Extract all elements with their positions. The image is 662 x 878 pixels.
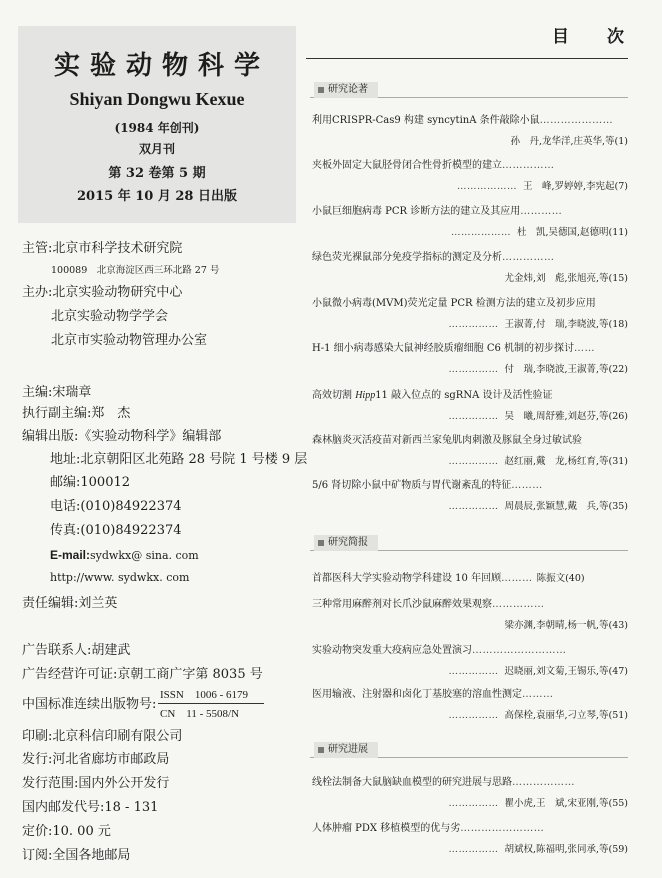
- leader-dots: ……………: [502, 160, 555, 171]
- article-title-text: 首都医科大学实验动物学科建设 10 年回顾: [312, 573, 502, 584]
- distribution-range: 发行范围:国内外公开发行: [22, 776, 170, 791]
- article-authors-line: [448, 318, 628, 332]
- article-title-text: 森林脑炎灭活疫苗对新西兰家兔肌肉刺激及豚鼠全身过敏试验: [312, 435, 582, 446]
- distributor: 发行:河北省廊坊市邮政局: [22, 752, 170, 767]
- article-title-text: 小鼠微小病毒(MVM)荧光定量 PCR 检测方法的建立及初步应用: [312, 298, 596, 309]
- ad-contact: 广告联系人:胡建武: [22, 643, 131, 658]
- article-authors: 王淑菁,付 瑞,李晓波,等(18): [504, 319, 628, 330]
- article-authors: 梁亦渊,李朝晴,杨一帆,等(43): [504, 620, 628, 631]
- article-title[interactable]: [312, 205, 562, 219]
- article-title[interactable]: [312, 389, 552, 403]
- section-header: [310, 742, 628, 758]
- leader-dots: ……………: [448, 456, 499, 467]
- leader-dots: ……………: [448, 319, 499, 330]
- article-authors: 王 峰,罗婷婷,李宪起(7): [523, 181, 628, 192]
- section-label: 研究论著: [314, 82, 378, 98]
- article-authors-line: [448, 410, 628, 424]
- leader-dots: ……………: [448, 501, 499, 512]
- article-authors: 陈振文(40): [536, 573, 585, 584]
- journal-title: 实验动物科学: [53, 51, 270, 81]
- leader-dots: ……………: [502, 252, 555, 263]
- article-authors: 胡斌权,陈福明,张同承,等(59): [504, 844, 628, 855]
- leader-dots: ……………: [448, 411, 499, 422]
- article-authors-line: [448, 709, 628, 723]
- email-label: E-mail:: [50, 548, 91, 562]
- article-title-text: 小鼠巨细胞病毒 PCR 诊断方法的建立及其应用: [312, 206, 521, 217]
- organizer: 主办:北京实验动物研究中心: [22, 285, 183, 300]
- leader-dots: ……………………: [460, 823, 545, 834]
- article-authors-line: [448, 455, 628, 469]
- organizer-2: 北京实验动物学学会: [51, 309, 169, 324]
- fax: 传真:(010)84922374: [50, 523, 182, 538]
- article-title[interactable]: [312, 644, 567, 658]
- executive-editor: 执行副主编:郑 杰: [22, 406, 131, 421]
- leader-dots: ………………: [450, 227, 511, 238]
- article-title[interactable]: [312, 572, 585, 586]
- article-authors-line: [498, 272, 628, 286]
- sponsor: 主管:北京市科学技术研究院: [22, 241, 183, 256]
- article-title-text: 高效切割: [312, 390, 356, 401]
- postal-code: 国内邮发代号:18 - 131: [22, 800, 159, 815]
- article-authors-line: [448, 843, 628, 857]
- article-authors: 尤金炜,刘 彪,张旭亮,等(15): [504, 273, 628, 284]
- leader-dots: ……………: [448, 710, 499, 721]
- article-authors: 孙 丹,龙华洋,庄英华,等(1): [510, 136, 628, 147]
- article-title-text: H-1 细小病毒感染大鼠神经胶质瘤细胞 C6 机制的初步探讨: [312, 343, 575, 354]
- article-title[interactable]: [312, 159, 555, 173]
- serial-number-label: 中国标准连续出版物号:: [22, 697, 157, 712]
- website[interactable]: http://www. sydwkx. com: [50, 571, 190, 584]
- article-title[interactable]: [312, 688, 554, 702]
- article-title-text: 夹板外固定大鼠胫骨闭合性骨折模型的建立: [312, 160, 502, 171]
- responsible-editor: 责任编辑:刘兰英: [22, 596, 118, 611]
- article-title-text: 线栓法制备大鼠脑缺血模型的研究进展与思路: [312, 777, 512, 788]
- article-title-italic: Hipp: [355, 390, 376, 401]
- article-authors: 付 瑞,李晓波,王淑菁,等(22): [504, 364, 628, 375]
- issn: ISSN 1006 - 6179: [160, 689, 249, 701]
- article-title-text: 人体肿瘤 PDX 移植模型的优与劣: [312, 823, 461, 834]
- article-authors-line: [498, 619, 628, 633]
- article-title-text: 医用输液、注射器和卤化丁基胶塞的溶血性测定: [312, 689, 522, 700]
- leader-dots: ……: [574, 343, 596, 354]
- section-header: [310, 535, 628, 551]
- article-title-text: 实验动物突发重大疫病应急处置演习: [312, 645, 472, 656]
- organizer-3: 北京市实验动物管理办公室: [51, 333, 208, 348]
- leader-dots: …………: [520, 206, 563, 217]
- founded-year: (1984 年创刊): [114, 121, 200, 135]
- phone: 电话:(010)84922374: [50, 499, 182, 514]
- article-title[interactable]: [312, 598, 545, 612]
- printer: 印刷:北京科信印刷有限公司: [22, 729, 183, 744]
- leader-dots: …………………: [539, 115, 614, 126]
- article-authors: 吴 曦,周舒雅,刘赵芬,等(26): [504, 411, 628, 422]
- article-authors-line: [451, 226, 628, 240]
- leader-dots: ……………: [492, 599, 545, 610]
- article-authors: 杜 凯,吴德国,赵德明(11): [516, 227, 628, 238]
- leader-dots: ………………………: [472, 645, 567, 656]
- article-title[interactable]: [312, 342, 595, 356]
- publisher: 编辑出版:《实验动物科学》编辑部: [22, 429, 222, 444]
- leader-dots: ………: [522, 689, 554, 700]
- leader-dots: ……………: [448, 798, 499, 809]
- article-authors-line: [457, 180, 628, 194]
- leader-dots: ………: [501, 573, 533, 584]
- volume-issue: 第 32 卷第 5 期: [108, 166, 206, 181]
- email[interactable]: sydwkx@ sina. com: [90, 549, 199, 562]
- leader-dots: ……………: [448, 844, 499, 855]
- publication-date: 2015 年 10 月 28 日出版: [77, 189, 237, 204]
- article-authors: 高保栓,袁丽华,刁立琴,等(51): [504, 710, 628, 721]
- masthead: [18, 26, 296, 223]
- section-label: 研究进展: [314, 742, 378, 758]
- journal-pinyin-title: Shiyan Dongwu Kexue: [69, 89, 245, 109]
- article-title-text: 利用CRISPR-Cas9 构建 syncytinA 条件敲除小鼠: [312, 115, 540, 126]
- cn-number: CN 11 - 5508/N: [160, 708, 240, 720]
- address: 地址:北京朝阳区北苑路 28 号院 1 号楼 9 层: [50, 452, 308, 467]
- article-title-text: 三种常用麻醉剂对长爪沙鼠麻醉效果观察: [312, 599, 492, 610]
- article-authors-line: [504, 135, 628, 149]
- article-authors-line: [448, 665, 628, 679]
- article-authors: 迟晓丽,刘文菊,王锡乐,等(47): [504, 666, 628, 677]
- section-label: 研究简报: [314, 535, 378, 551]
- journal-info-column: [0, 0, 308, 878]
- email-line: [50, 547, 199, 564]
- postcode: 邮编:100012: [50, 475, 131, 490]
- leader-dots: ………………: [457, 181, 517, 192]
- chief-editor: 主编:宋瑞章: [22, 385, 92, 400]
- article-title[interactable]: [312, 297, 596, 311]
- leader-dots: ……………: [448, 666, 499, 677]
- toc-heading: 目次: [552, 27, 662, 47]
- leader-dots: ……………: [448, 364, 499, 375]
- leader-dots: ………: [511, 480, 543, 491]
- section-header: [310, 82, 628, 98]
- article-authors-line: [448, 363, 628, 377]
- leader-dots: ………………: [512, 777, 575, 788]
- article-authors: 周晨辰,张颖慧,戴 兵,等(35): [504, 501, 628, 512]
- article-authors: 赵红丽,戴 龙,杨红育,等(31): [504, 456, 628, 467]
- publication-frequency: 双月刊: [138, 142, 175, 156]
- article-title[interactable]: [312, 776, 575, 790]
- article-title[interactable]: [312, 434, 582, 448]
- article-title-text: 5/6 肾切除小鼠中矿物质与胃代谢紊乱的特征: [312, 480, 512, 491]
- issn-divider: [158, 703, 264, 704]
- price: 定价:10. 00 元: [22, 824, 111, 839]
- article-title[interactable]: [312, 114, 613, 128]
- subscription: 订阅:全国各地邮局: [22, 848, 131, 863]
- article-title[interactable]: [312, 479, 543, 493]
- article-authors: 瞿小虎,王 斌,宋亚刚,等(55): [504, 798, 628, 809]
- article-title-text: 绿色荧光裸鼠部分免疫学指标的测定及分析: [312, 252, 502, 263]
- sponsor-address: 100089 北京海淀区西三环北路 27 号: [51, 265, 220, 276]
- article-title[interactable]: [312, 251, 555, 265]
- ad-license: 广告经营许可证:京朝工商广字第 8035 号: [22, 667, 263, 682]
- article-title[interactable]: [312, 822, 544, 836]
- article-authors-line: [448, 797, 628, 811]
- article-authors-line: [448, 500, 628, 514]
- article-title-text-cont: 11 敲入位点的 sgRNA 设计及活性验证: [375, 390, 553, 401]
- toc-heading-rule: [306, 58, 628, 59]
